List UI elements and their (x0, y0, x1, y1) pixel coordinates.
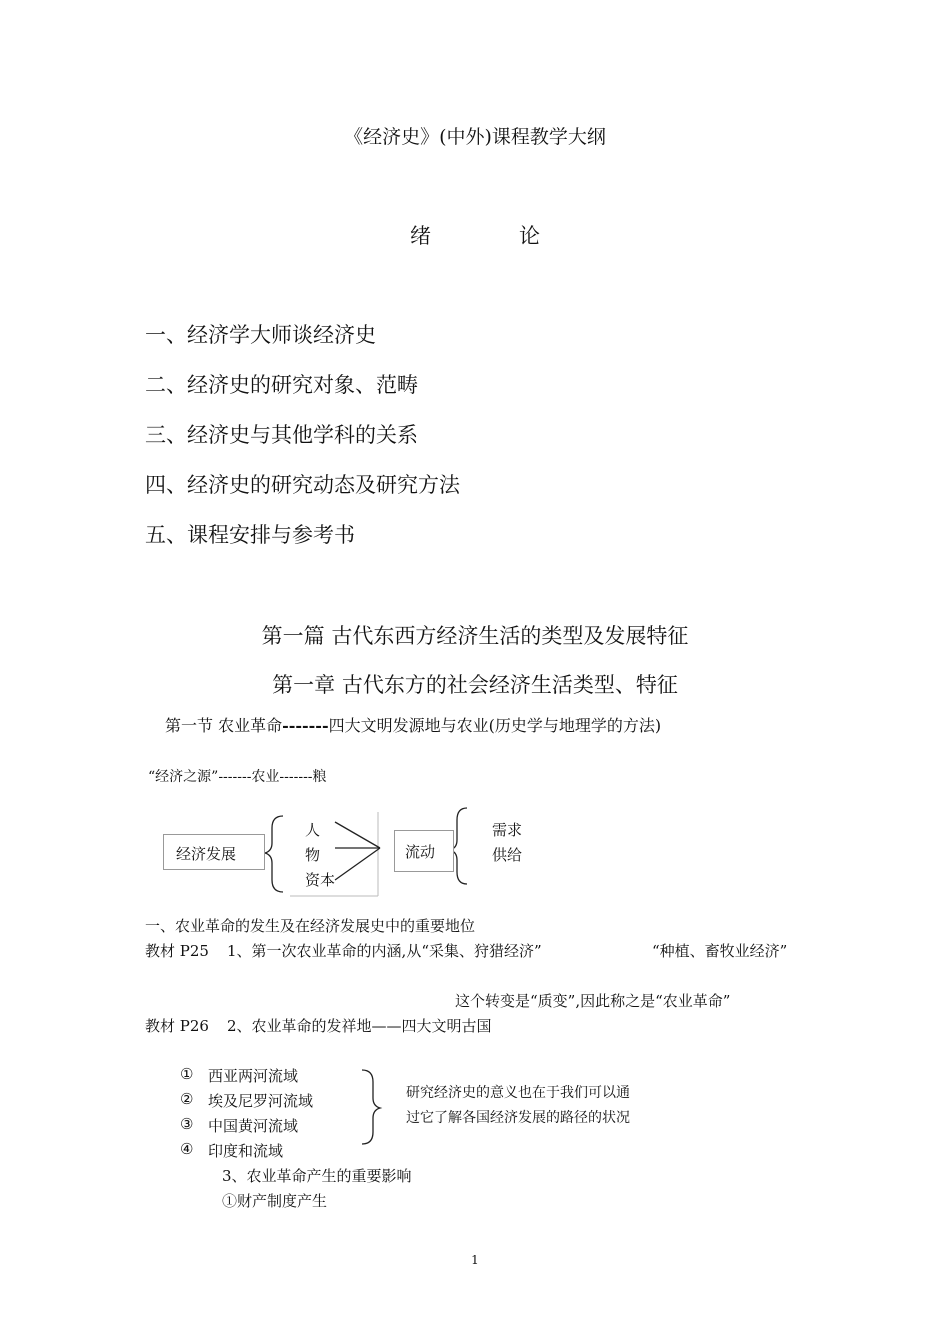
civilization-num-1: ① (180, 1065, 194, 1083)
flow-box (394, 830, 454, 872)
intro-heading-left: 绪 (410, 224, 431, 248)
toc-item-1: 一、经济学大师谈经济史 (145, 323, 376, 347)
textbook-p26-ref: 教材 P26 (145, 1017, 209, 1035)
brace-left (265, 816, 283, 892)
source-line: “经济之源”-------农业-------粮 (148, 769, 327, 785)
toc-item-4: 四、经济史的研究动态及研究方法 (145, 473, 460, 497)
civilization-name-2: 埃及尼罗河流域 (208, 1092, 314, 1110)
change-note: 这个转变是“质变”,因此称之是“农业革命” (455, 992, 731, 1010)
civilization-name-3: 中国黄河流域 (208, 1117, 299, 1135)
factor-goods: 物 (305, 846, 321, 864)
item-3-heading: 3、农业革命产生的重要影响 (222, 1167, 412, 1185)
subheading-agricultural-revolution: 一、农业革命的发生及在经济发展史中的重要地位 (145, 917, 476, 935)
page-number: 1 (471, 1253, 479, 1267)
arrow-line-bottom (335, 848, 380, 880)
significance-line-2: 过它了解各国经济发展的路径的状况 (406, 1110, 630, 1126)
textbook-p26-text: 2、农业革命的发祥地——四大文明古国 (227, 1017, 492, 1035)
document-title: 《经济史》(中外)课程教学大纲 (344, 126, 606, 148)
outcome-demand: 需求 (492, 821, 523, 839)
factor-people: 人 (305, 821, 321, 839)
civilization-num-4: ④ (180, 1140, 194, 1158)
significance-line-1: 研究经济史的意义也在于我们可以通 (406, 1085, 630, 1101)
civilization-num-3: ③ (180, 1115, 194, 1133)
toc-item-5: 五、课程安排与参考书 (145, 523, 355, 547)
section-heading-suffix: 四大文明发源地与农业(历史学与地理学的方法) (328, 716, 662, 735)
textbook-p25-ref: 教材 P25 (145, 942, 209, 960)
chapter-heading: 第一章 古代东方的社会经济生活类型、特征 (272, 673, 678, 697)
economic-development-box (163, 834, 265, 870)
economic-development-label: 经济发展 (176, 845, 237, 863)
flow-label: 流动 (405, 843, 436, 861)
civilization-num-2: ② (180, 1090, 194, 1108)
section-heading-prefix: 第一节 农业革命 (165, 716, 283, 735)
textbook-p25-text: 1、第一次农业革命的内涵,从“采集、狩猎经济” (227, 942, 542, 960)
toc-item-3: 三、经济史与其他学科的关系 (145, 423, 418, 447)
outcome-supply: 供给 (492, 846, 523, 864)
arrow-line-top (335, 822, 380, 848)
brace-civilizations (362, 1070, 380, 1144)
civilization-name-4: 印度和流域 (208, 1142, 284, 1160)
intro-heading-right: 论 (519, 224, 540, 248)
toc-item-2: 二、经济史的研究对象、范畴 (145, 373, 418, 397)
textbook-p25-target: “种植、畜牧业经济” (652, 942, 788, 960)
section-heading-dashes: ------- (282, 716, 329, 735)
civilization-name-1: 西亚两河流域 (208, 1067, 299, 1085)
factor-capital: 资本 (305, 871, 336, 889)
part-heading: 第一篇 古代东西方经济生活的类型及发展特征 (261, 624, 689, 648)
item-3-1: ①财产制度产生 (222, 1192, 328, 1210)
